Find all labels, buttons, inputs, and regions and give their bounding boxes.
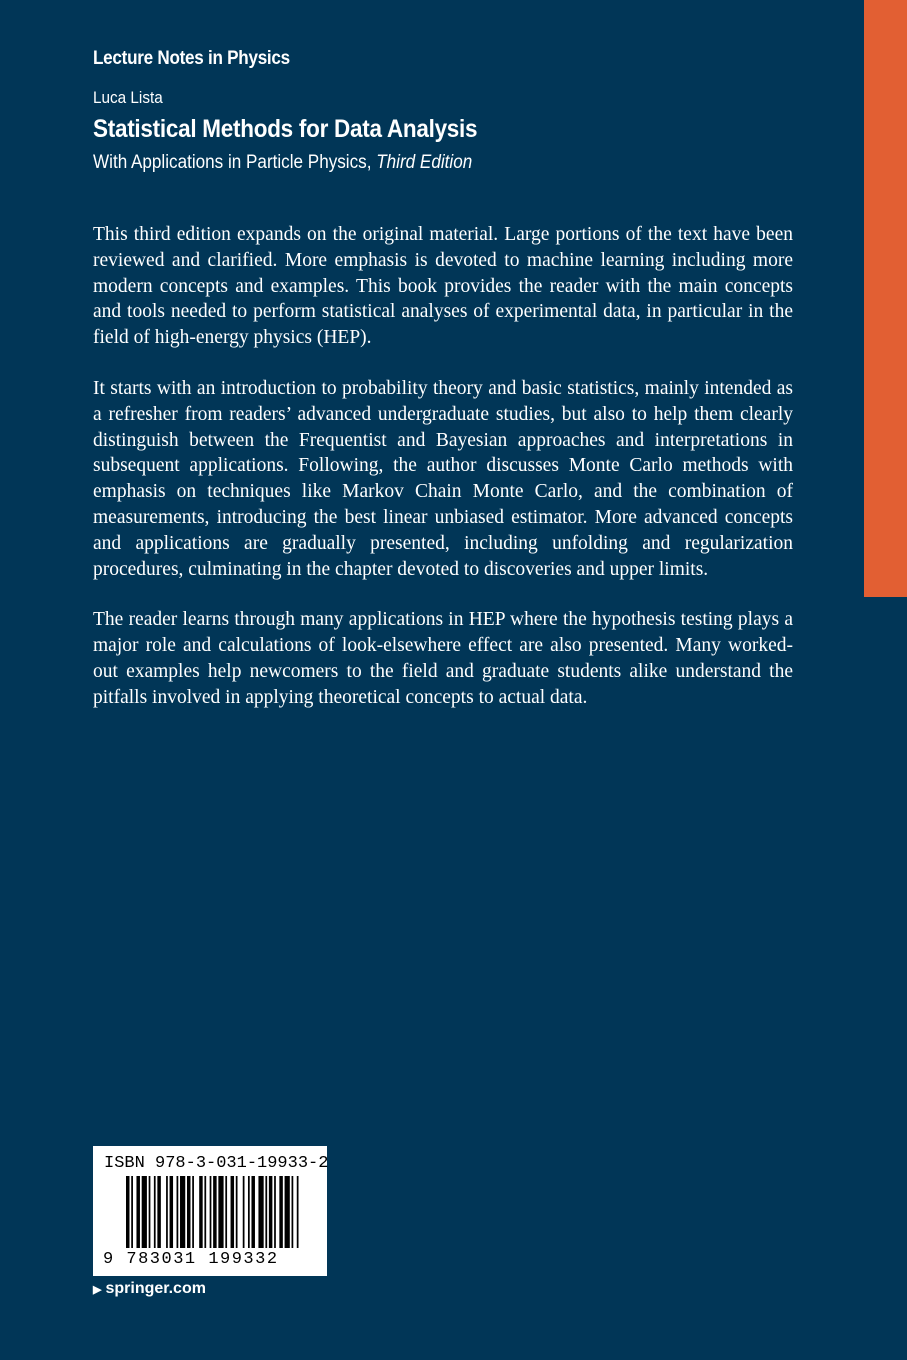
barcode-bar bbox=[225, 1176, 227, 1248]
barcode-bar bbox=[265, 1176, 267, 1248]
blurb-paragraph: The reader learns through many applications in HEP where the hypothesis testing plays a major role and calculations of look-elsewhere effect are also presented. Many worked-out examples help newcomers to the field and graduate students alike understand the pitfalls involved in applying theoretical concepts to actual data. bbox=[93, 609, 793, 708]
book-title: Statistical Methods for Data Analysis bbox=[93, 115, 478, 143]
barcode-digits: 9 783031 199332 bbox=[103, 1250, 279, 1269]
website-label: springer.com bbox=[105, 1280, 206, 1297]
subtitle-main: With Applications in Particle Physics, bbox=[93, 152, 377, 173]
barcode-bar bbox=[231, 1176, 234, 1248]
barcode-bar bbox=[251, 1176, 254, 1248]
barcode-bar bbox=[180, 1176, 185, 1248]
accent-bar bbox=[864, 0, 907, 597]
triangle-right-icon: ▶ bbox=[93, 1284, 102, 1296]
barcode-bar bbox=[297, 1176, 299, 1248]
barcode-bar bbox=[177, 1176, 179, 1248]
barcode-bar bbox=[136, 1176, 139, 1248]
barcode-bar bbox=[166, 1176, 168, 1248]
barcode-bar bbox=[157, 1176, 160, 1248]
website-link[interactable] bbox=[93, 1280, 206, 1298]
barcode-bar bbox=[199, 1176, 202, 1248]
author-name: Luca Lista bbox=[93, 88, 163, 107]
barcode-bar bbox=[142, 1176, 147, 1248]
barcode-bar bbox=[236, 1176, 238, 1248]
blurb-paragraph: It starts with an introduction to probability theory and basic statistics, mainly intended as a refresher from readers’ advanced undergraduate studies, but also to help them clearly distinguish between the Frequentist and Bayesian approaches and interpretations in subsequent applications. Following, the author discusses Monte Carlo methods with emphasis on techniques like Markov Chain Monte Carlo, and the combination of measurements, introducing the best linear unbiased estimator. More advanced concepts and applications are gradually presented, including unfolding and regularization procedures, culminating in the chapter devoted to discoveries and upper limits. bbox=[93, 377, 793, 580]
barcode-bar bbox=[292, 1176, 294, 1248]
barcode-bar bbox=[213, 1176, 216, 1248]
series-name: Lecture Notes in Physics bbox=[93, 48, 290, 69]
barcode-bar bbox=[126, 1176, 129, 1248]
barcode-bar bbox=[243, 1176, 245, 1248]
barcode-bar bbox=[154, 1176, 156, 1248]
barcode-bar bbox=[258, 1176, 263, 1248]
barcode-bar bbox=[279, 1176, 282, 1248]
blurb-paragraph: This third edition expands on the original material. Large portions of the text have been reviewed and clarified. More emphasis is devoted to machine learning including more modern concepts and examples. This book provides the reader with the main concepts and tools needed to perform statistical analyses of experimental data, in particular in the field of high-energy physics (HEP). bbox=[93, 224, 793, 349]
barcode-bar bbox=[192, 1176, 194, 1248]
barcode-bar bbox=[149, 1176, 151, 1248]
barcode-bar bbox=[285, 1176, 290, 1248]
isbn-barcode bbox=[93, 1146, 327, 1276]
isbn-label: ISBN 978-3-031-19933-2 bbox=[104, 1154, 329, 1173]
barcode-bar bbox=[269, 1176, 272, 1248]
barcode-bar bbox=[218, 1176, 223, 1248]
subtitle-edition: Third Edition bbox=[376, 152, 473, 173]
back-cover-blurb bbox=[93, 222, 793, 736]
barcode-bar bbox=[204, 1176, 206, 1248]
barcode-bar bbox=[170, 1176, 173, 1248]
barcode-bar bbox=[210, 1176, 212, 1248]
barcode-bar bbox=[131, 1176, 133, 1248]
barcode-bar bbox=[248, 1176, 250, 1248]
barcode-bar bbox=[274, 1176, 276, 1248]
barcode-bar bbox=[187, 1176, 190, 1248]
book-subtitle bbox=[93, 152, 472, 174]
